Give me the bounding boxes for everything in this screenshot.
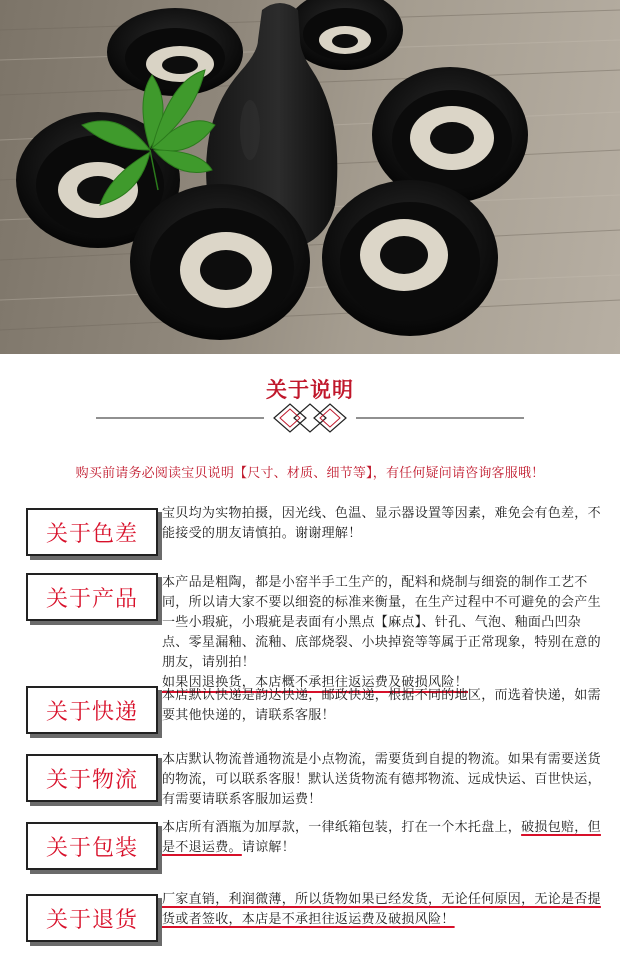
returns-text: 厂家直销，利润微薄，所以货物如果已经发货，无论任何原因，无论是否提货或者签收，本店是不承担往返运费及破损风险！ xyxy=(162,892,601,927)
product-photo xyxy=(0,0,620,354)
ornament-divider xyxy=(96,398,524,438)
text-color-difference xyxy=(162,504,602,544)
color-difference-text: 宝贝均为实物拍摄，因光线、色温、显示器设置等因素，难免会有色差，不能接受的朋友请慎拍。谢谢理解！ xyxy=(162,506,601,541)
label-packaging: 关于包装 xyxy=(26,822,158,870)
packaging-text-a: 本店所有酒瓶为加厚款，一律纸箱包装，打在一个木托盘上， xyxy=(162,820,522,835)
label-express: 关于快递 xyxy=(26,686,158,734)
text-express xyxy=(162,686,602,726)
logistics-text: 本店默认物流普通物流是小点物流，需要货到自提的物流。如果有需要送货的物流，可以联系客服！默认送货物流有德邦物流、远成快运、百世快运，有需要请联系客服加运费！ xyxy=(162,752,601,807)
product-warning: 如果因退换货，本店概不承担往返运费及破损风险！ xyxy=(162,675,468,693)
express-text: 本店默认快递是韵达快递，邮政快递，根据不同的地区，而选着快递，如需要其他快递的，请联系客服！ xyxy=(162,688,601,723)
label-color-difference: 关于色差 xyxy=(26,508,158,556)
packaging-text-b: 请谅解！ xyxy=(241,840,296,855)
label-returns: 关于退货 xyxy=(26,894,158,942)
label-logistics: 关于物流 xyxy=(26,754,158,802)
text-returns xyxy=(162,890,602,930)
product-photo-illustration xyxy=(0,0,620,354)
text-logistics xyxy=(162,750,602,810)
packaging-warning: 破损包赔，但是不退运费。 xyxy=(162,820,601,855)
text-packaging xyxy=(162,818,602,858)
label-product: 关于产品 xyxy=(26,573,158,621)
text-product xyxy=(162,573,602,693)
product-text: 本产品是粗陶，都是小窑半手工生产的，配料和烧制与细瓷的制作工艺不同，所以请大家不要以细瓷的标准来衡量，在生产过程中不可避免的会产生一些小瑕疵，小瑕疵是表面有小黑点【麻点】、针孔、气泡、釉面凸凹杂点、零星漏釉、流釉、底部烧裂、小块掉瓷等等属于正常现象，特别在意的朋友，请别拍！ xyxy=(162,575,601,670)
purchase-notice: 购买前请务必阅读宝贝说明【尺寸、材质、细节等】，有任何疑问请咨询客服哦！ xyxy=(75,466,545,481)
section-title: 关于说明 xyxy=(266,378,354,402)
